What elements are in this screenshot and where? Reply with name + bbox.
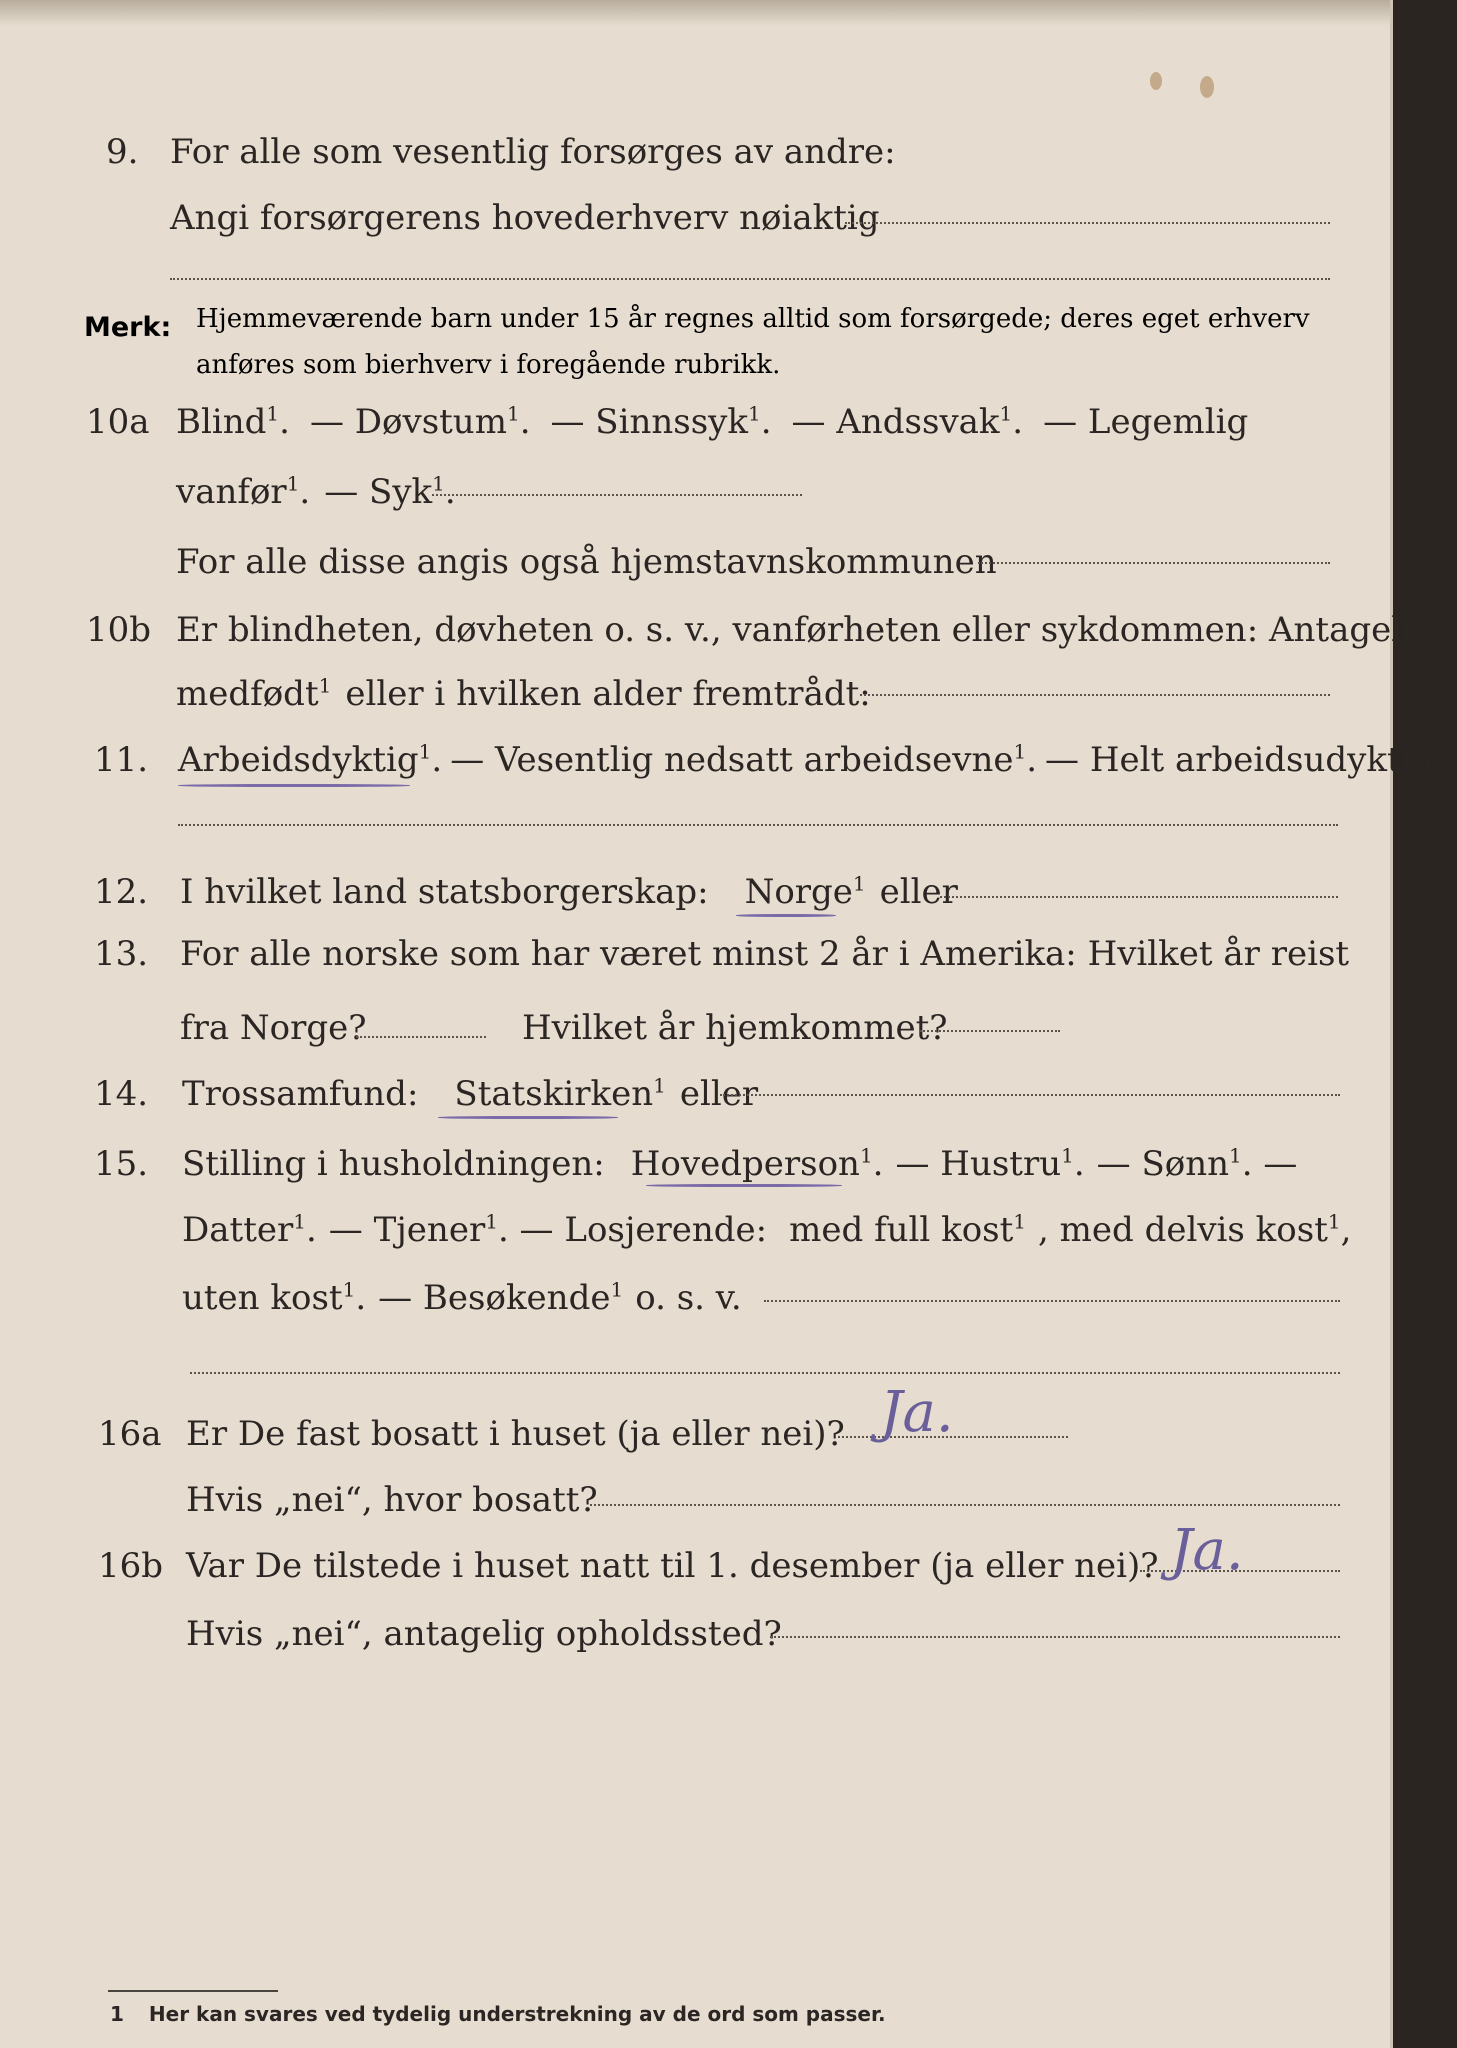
q16a-handwritten-answer: Ja. [880, 1380, 954, 1445]
q12-answer-underline [736, 914, 836, 917]
q15-opt-sonn[interactable]: — Sønn$^1$. — [1096, 1143, 1298, 1184]
q15-opt-uten-kost[interactable]: uten kost$^1$. [182, 1277, 367, 1318]
q12-text: I hvilket land statsborgerskap: [180, 872, 709, 912]
q11-opt-nedsatt[interactable]: — Vesentlig nedsatt arbeidsevne$^1$. [450, 739, 1038, 780]
q10a-opt-vanfor[interactable]: vanfør$^1$. [176, 471, 311, 512]
q15-answer-underline [646, 1184, 842, 1187]
q11-number: 11. [94, 740, 149, 780]
q15-osv: o. s. v. [635, 1278, 742, 1318]
q10a-opt-dovstum[interactable]: — Døvstum$^1$. [309, 401, 531, 442]
q13-reist-line[interactable] [356, 1036, 486, 1038]
q14-text: Trossamfund: [182, 1074, 419, 1114]
q15-opt-full-kost[interactable]: med full kost$^1$ [789, 1209, 1027, 1250]
q13-line2a: fra Norge? [180, 1008, 367, 1048]
q15-opt-hovedperson[interactable]: Hovedperson$^1$. [630, 1143, 884, 1184]
q14-number: 14. [94, 1074, 149, 1114]
q16a-number: 16a [98, 1414, 162, 1454]
q10a-number: 10a [86, 402, 150, 442]
q14-answer-line[interactable] [720, 1094, 1340, 1096]
q15-opt-tjener[interactable]: — Tjener$^1$. — Losjerende: [328, 1209, 768, 1250]
q10a-opt-blind[interactable]: Blind$^1$. [176, 401, 290, 442]
footnote-mark: 1 [110, 2002, 124, 2026]
q10a-kommune-line[interactable] [978, 562, 1330, 564]
q10a-opt-sinnssyk[interactable]: — Sinnssyk$^1$. [550, 401, 772, 442]
q15-number: 15. [94, 1144, 149, 1184]
q15-opt-hustru[interactable]: — Hustru$^1$. [895, 1143, 1085, 1184]
q10a-opt-syk[interactable]: — Syk$^1$. [324, 471, 456, 512]
q16a-bosatt-line[interactable] [590, 1504, 1340, 1506]
q16b-line2: Hvis „nei“, antagelig opholdssted? [186, 1614, 782, 1654]
q9-number: 9. [106, 132, 139, 172]
q11-opt-arbeidsdyktig[interactable]: Arbeidsdyktig$^1$. [178, 739, 443, 780]
q10b-line2b: eller i hvilken alder fremtrådt: [345, 674, 871, 714]
q14-answer-underline [438, 1116, 618, 1119]
footnote-text: Her kan svares ved tydelig understrekning av de ord som passer. [148, 2002, 886, 2026]
q10b-answer-line[interactable] [860, 694, 1330, 696]
q15-line1a: Stilling i husholdningen: [182, 1144, 605, 1184]
q12-tail: eller [879, 872, 958, 912]
q10b-line1: Er blindheten, døvheten o. s. v., vanførheten eller sykdommen: Antagelig [176, 610, 1435, 650]
merk-line1: Hjemmeværende barn under 15 år regnes alltid som forsørgede; deres eget erhverv [196, 304, 1310, 334]
q14-tail: eller [679, 1074, 759, 1114]
paper-stain [1150, 72, 1162, 90]
q9-answer-line-2[interactable] [170, 278, 1330, 280]
q15-opt-datter[interactable]: Datter$^1$. [182, 1209, 317, 1250]
q10a-opt-andssvak[interactable]: — Andssvak$^1$. [791, 401, 1024, 442]
q11-answer-line[interactable] [178, 824, 1338, 826]
q16a-line1: Er De fast bosatt i huset (ja eller nei)? [186, 1414, 845, 1454]
q12-answer-line[interactable] [940, 896, 1338, 898]
q13-line2b: Hvilket år hjemkommet? [522, 1008, 948, 1048]
q11-answer-underline [178, 784, 410, 787]
footnote [110, 2002, 886, 2026]
q16b-opholdssted-line[interactable] [770, 1636, 1340, 1638]
q16b-number: 16b [98, 1546, 164, 1586]
q15-opt-delvis-kost[interactable]: , med delvis kost$^1$, [1038, 1209, 1352, 1250]
q13-number: 13. [94, 934, 149, 974]
q15-answer-line[interactable] [764, 1300, 1340, 1302]
q9-line2: Angi forsørgerens hovederhverv nøiaktig [170, 198, 880, 238]
paper-stain [1200, 76, 1214, 98]
q10a-line3: For alle disse angis også hjemstavnskommunen [176, 542, 997, 582]
q16b-handwritten-answer: Ja. [1170, 1518, 1244, 1583]
q10b-number: 10b [86, 610, 152, 650]
q16a-line2: Hvis „nei“, hvor bosatt? [186, 1480, 598, 1520]
q12-number: 12. [94, 872, 149, 912]
q14-opt-statskirken[interactable]: Statskirken$^1$ [454, 1073, 666, 1114]
footnote-rule [108, 1990, 278, 1992]
q13-hjemkommet-line[interactable] [920, 1030, 1060, 1032]
merk-line2: anføres som bierhverv i foregående rubrikk. [196, 350, 781, 380]
merk-label: Merk: [84, 312, 172, 343]
q11-opt-udyktig[interactable]: — Helt arbeidsudyktig$^1$. [1045, 739, 1457, 780]
q10a-answer-line[interactable] [432, 494, 802, 496]
q10b-opt-medfodt[interactable]: medfødt$^1$ [176, 673, 332, 714]
q15-opt-besokende[interactable]: — Besøkende$^1$ [378, 1277, 624, 1318]
q12-opt-norge[interactable]: Norge$^1$ [744, 871, 866, 912]
q15-answer-line-2[interactable] [190, 1372, 1340, 1374]
q16b-line1: Var De tilstede i huset natt til 1. desember (ja eller nei)? [186, 1546, 1159, 1586]
q10a-tail: — Legemlig [1043, 402, 1249, 442]
q13-line1: For alle norske som har været minst 2 år i Amerika: Hvilket år reist [180, 934, 1350, 974]
paper-top-edge [0, 0, 1390, 26]
q9-line1: For alle som vesentlig forsørges av andre: [170, 132, 896, 172]
q9-answer-line[interactable] [845, 222, 1330, 224]
